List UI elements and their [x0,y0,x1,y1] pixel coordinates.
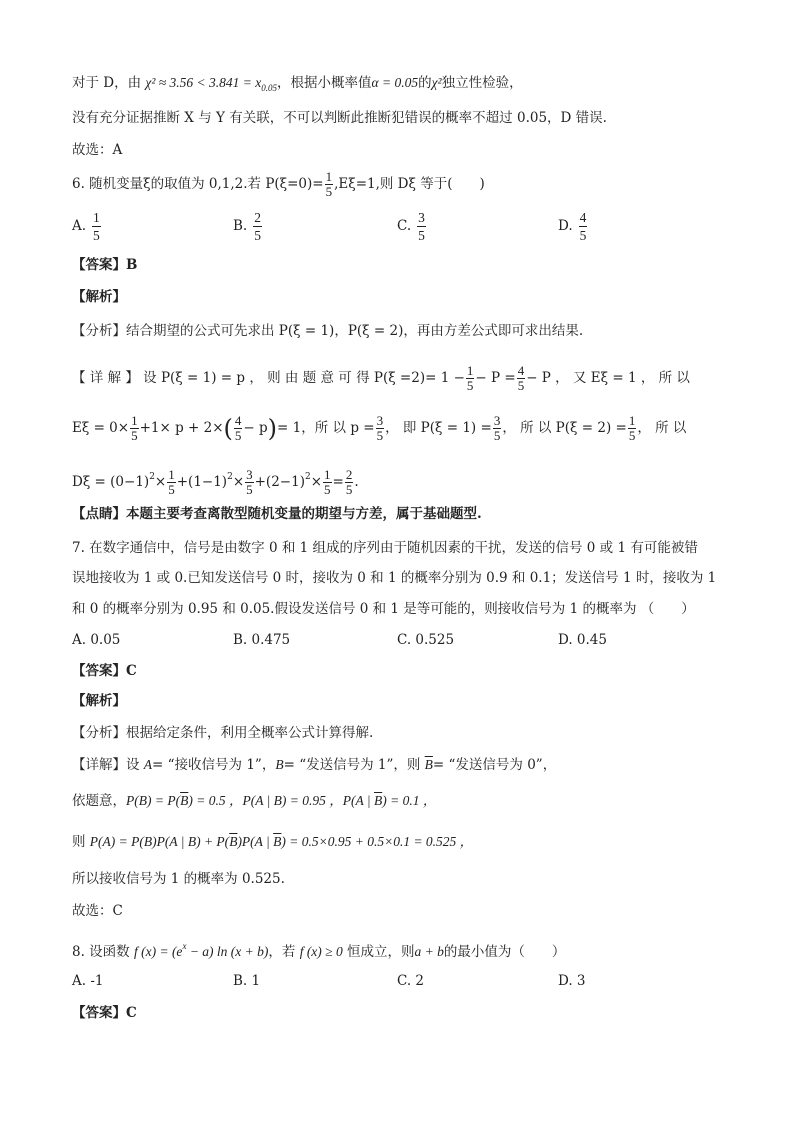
q7-stem-3: 和 0 的概率分别为 0.95 和 0.05.假设发送信号 0 和 1 是等可能的，则接收信号为 1 的概率为 （ ） [72,601,695,617]
text: +(2−1) [254,474,305,490]
math: P(A | [342,793,374,808]
paren-open: ( [223,414,233,443]
text: 恒成立，则 [342,944,415,960]
fraction [253,209,262,244]
q8-option-b: B. 1 [233,973,261,989]
text: 依题意， [72,793,126,809]
text: 的最小值为（ ） [443,944,566,960]
q7-choice: 故选：C [72,903,123,919]
sup: 2 [304,472,311,482]
math: P(A) = P(B)P(A | B) + P( [89,834,230,849]
text: . [354,474,359,490]
denominator: 5 [345,482,353,497]
text: 【详解】设 [72,757,144,773]
denominator: 5 [131,428,138,443]
text: − P = [475,370,516,386]
q6-variance-line [72,468,359,497]
numerator: 4 [234,413,242,428]
fraction [517,364,526,393]
q7-answer: 【答案】C [72,663,137,679]
q6-expectation-line [72,414,686,443]
q7-analysis-head: 【解析】 [72,693,126,709]
numerator: 1 [93,210,100,225]
fraction [245,468,254,497]
q6-analysis-head: 【解析】 [72,289,126,305]
text: 【 详 解 】 设 P(ξ = 1) = p ， 则 由 题 意 可 得 P(ξ =2)= 1 − [72,370,465,386]
text: 8. 设函数 [72,944,134,960]
numerator: 1 [168,467,175,482]
math-sub: 0.05 [261,83,278,93]
q7-stem-1: 7. 在数字通信中，信号是由数字 0 和 1 组成的序列由于随机因素的干扰，发送的信号 0 或 1 有可能被错 [72,540,698,556]
text: − P ， 又 Eξ = 1 ， 所 以 [526,370,690,386]
q6-answer: 【答案】B [72,257,138,273]
q8-option-d: D. 3 [558,973,586,989]
denominator: 5 [628,428,636,443]
numerator: 1 [628,413,636,428]
text: = [332,474,344,490]
q7-option-a: A. 0.05 [72,632,121,648]
numerator: 3 [246,467,253,482]
fraction [628,414,637,443]
denominator: 5 [466,378,474,393]
numerator: 2 [254,210,261,225]
q7-suoyi: 所以接收信号为 1 的概率为 0.525. [72,871,285,887]
q7-xiangjie [72,756,556,774]
numerator: 1 [466,363,474,378]
fraction [376,414,385,443]
math: $\overline{B}$ [373,793,383,808]
option-label: B. [233,218,248,234]
denominator: 5 [579,228,587,243]
text: × [310,474,323,490]
math: P(A | B) = 0.95 ， [242,793,343,808]
q6-option-b [233,209,263,244]
denominator: 5 [324,482,331,497]
q5-line-1 [72,74,523,97]
q6-xiangjie [72,364,690,393]
text: Dξ = (0−1) [72,474,150,490]
text: = 1，所 以 p = [277,420,375,436]
q7-stem-2: 误地接收为 1 或 0.已知发送信号 0 时，接收为 0 和 1 的概率分别为 0.9 和 0.1；发送信号 1 时，接收为 1 [72,570,717,586]
numerator: 1 [324,467,331,482]
math: $\overline{B}$ [229,834,238,849]
denominator: 5 [376,428,384,443]
denominator: 5 [254,228,261,243]
text: = “发送信号为 1”，则 [283,757,425,773]
q7-option-c: C. 0.525 [397,632,455,648]
numerator: 3 [493,413,501,428]
fraction [234,414,243,443]
fraction [92,209,101,244]
text: ， 所 以 P(ξ = 2) = [502,420,627,436]
option-label: D. [558,218,573,234]
math: α = 0.05 [371,75,419,90]
q6-option-a [72,209,102,244]
text: Eξ = 0× [72,420,130,436]
denominator: 5 [168,482,175,497]
numerator: 1 [131,413,138,428]
text: × [232,474,245,490]
fraction [466,364,475,393]
q8-answer: 【答案】C [72,1005,137,1021]
text: +(1−1) [176,474,228,490]
text: ，若 [268,944,300,960]
denominator: 5 [517,378,525,393]
fraction [323,468,332,497]
math: $\overline{B}$ [424,757,433,772]
math: $\overline{B}$ [273,834,282,849]
q5-choice: 故选：A [72,142,123,158]
text: 独立性检验， [441,75,523,91]
sup: x [182,941,187,951]
fraction [579,209,588,244]
math: − a) ln (x + b) [186,944,269,959]
numerator: 3 [376,413,384,428]
q6-stem [72,170,485,199]
math: $\overline{B}$ [180,793,189,808]
math: χ² ≈ 3.56 < 3.841 = x [145,75,262,90]
text: = “发送信号为 0”， [432,757,557,773]
text: ,Eξ=1,则 Dξ 等于( ) [334,176,485,192]
option-label: A. [72,218,87,234]
denominator: 5 [246,482,253,497]
math: f (x) = (e [133,944,183,959]
math: a + b [414,944,444,959]
numerator: 3 [418,210,425,225]
math: B [275,757,284,772]
denominator: 5 [93,228,100,243]
numerator: 4 [517,363,525,378]
q6-option-c [397,209,427,244]
option-label: C. [397,218,412,234]
paren-close: ) [267,414,278,443]
math: ) = 0.5 ， [188,793,243,808]
q7-option-d: D. 0.45 [558,632,607,648]
text: 6. 随机变量ξ的取值为 0,1,2.若 P(ξ=0)= [72,176,324,192]
math: P(B) = P( [126,793,181,808]
text: +1× p + 2× [139,420,224,436]
math: ) = 0.5×0.95 + 0.5×0.1 = 0.525 ， [281,834,474,849]
sup: 2 [149,472,155,482]
numerator: 4 [579,210,587,225]
numerator: 1 [325,169,333,184]
text: ，根据小概率值 [277,75,372,91]
text: 的 [418,75,432,91]
q8-option-c: C. 2 [397,973,425,989]
text: × [154,474,167,490]
q7-fenxi: 【分析】根据给定条件，利用全概率公式计算得解. [72,725,374,741]
q7-yiti [72,792,436,810]
text: ， 即 P(ξ = 1) = [385,420,492,436]
q8-stem [72,937,565,961]
math: A [143,757,153,772]
text: = “接收信号为 1”， [152,757,276,773]
q7-ze [72,833,473,851]
text: − p [243,420,268,436]
fraction [130,414,139,443]
q6-fenxi: 【分析】结合期望的公式可先求出 P(ξ = 1)，P(ξ = 2)，再由方差公式即可求出结果. [72,323,584,339]
fraction [493,414,502,443]
fraction [325,170,334,199]
fraction [167,468,176,497]
q5-line-2: 没有充分证据推断 X 与 Y 有关联，不可以判断此推断犯错误的概率不超过 0.05，D 错误. [72,110,607,126]
numerator: 2 [345,467,353,482]
text: 则 [72,834,90,850]
math: χ² [431,75,442,90]
denominator: 5 [234,428,242,443]
fraction [345,468,354,497]
math: ) = 0.1 ， [382,793,437,808]
text: ， 所 以 [637,420,687,436]
denominator: 5 [418,228,425,243]
sup: 2 [227,472,233,482]
q7-option-b: B. 0.475 [233,632,291,648]
denominator: 5 [325,184,333,199]
math: f (x) ≥ 0 [299,944,343,959]
q8-option-a: A. -1 [72,973,104,989]
fraction [417,209,426,244]
q6-option-d [558,209,588,244]
denominator: 5 [493,428,501,443]
text: 对于 D，由 [72,75,146,91]
math: )P(A | [237,834,274,849]
q6-dianjing: 【点睛】本题主要考查离散型随机变量的期望与方差，属于基础题型. [72,506,482,522]
